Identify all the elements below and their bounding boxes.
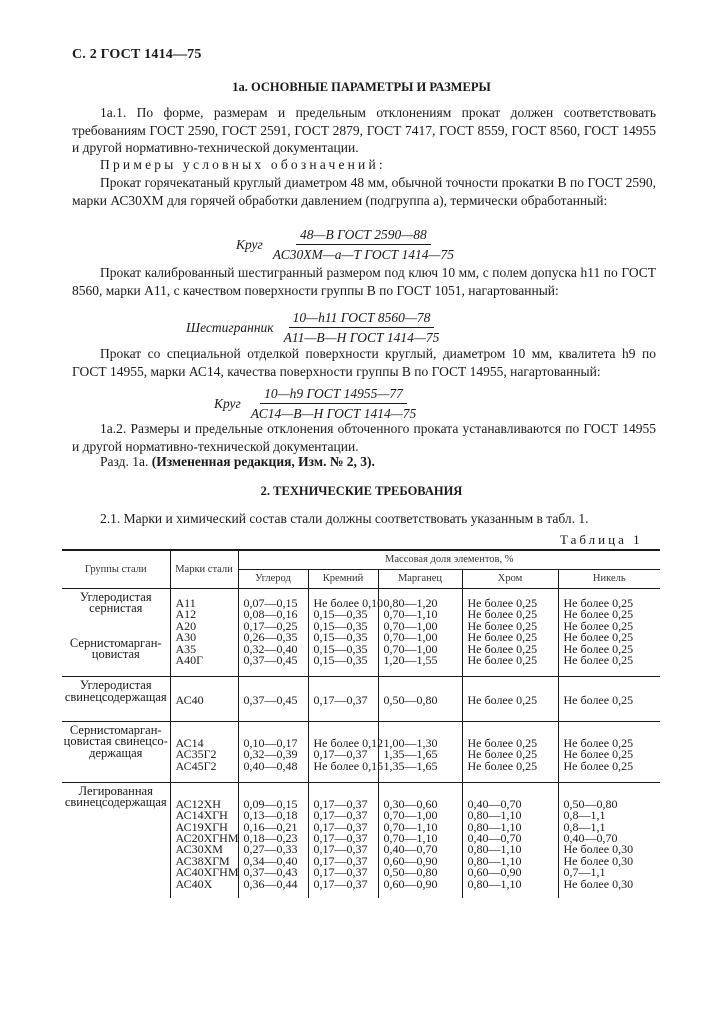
group-name-line: цовистая	[91, 646, 140, 661]
header-grades: Марки стали	[170, 550, 238, 589]
value-line: 0,17—0,37	[313, 842, 368, 857]
value-line: АС38ХГМ	[175, 853, 230, 868]
value-line: А11	[175, 596, 196, 610]
examples-heading: Примеры условных обозначений:	[100, 157, 386, 172]
header-carbon: Углерод	[238, 570, 308, 589]
group-name-cell	[62, 677, 170, 721]
table-group-row	[62, 721, 660, 782]
nickel-cell	[558, 721, 660, 782]
value-line: АС40Х	[175, 876, 213, 891]
value-line: 0,80—1,20	[383, 596, 438, 610]
value-line: 0,37—0,45	[243, 652, 298, 667]
manganese-cell	[378, 721, 462, 782]
value-line: Не более 0,25	[467, 641, 538, 656]
grade-cell	[170, 677, 238, 721]
value-line: 0,09—0,15	[243, 796, 298, 811]
value-line: Не более 0,25	[563, 652, 634, 667]
value-line: 0,80—1,10	[467, 819, 522, 834]
value-line: 0,70—1,00	[383, 630, 438, 645]
group-name-line: Сернистомарган-	[69, 635, 162, 650]
value-line: Не более 0,25	[467, 747, 538, 762]
header-silicon: Кремний	[308, 570, 378, 589]
section-2-title: 2. ТЕХНИЧЕСКИЕ ТРЕБОВАНИЯ	[260, 484, 463, 498]
value-line: Не более 0,10	[313, 596, 384, 610]
value-line: АС12ХН	[175, 796, 221, 811]
value-line: Не более 0,30	[563, 853, 634, 868]
value-line: Не более 0,15	[313, 758, 384, 773]
value-line: 0,70—1,10	[383, 831, 438, 846]
group-name-line: сернистая	[89, 601, 143, 616]
formula-numerator: 48—В ГОСТ 2590—88	[296, 226, 431, 245]
silicon-cell	[308, 589, 384, 677]
value-line: А35	[175, 641, 197, 656]
group-name-line: Углеродистая	[79, 590, 152, 604]
group-name-line	[62, 614, 170, 625]
value-line: Не более 0,25	[563, 607, 634, 622]
silicon-cell	[308, 721, 384, 782]
header-manganese: Марганец	[378, 570, 462, 589]
value-line: Не более 0,25	[563, 735, 634, 750]
value-line: АС45Г2	[175, 758, 217, 773]
group-name-cell	[62, 721, 170, 782]
value-line: 0,07—0,15	[243, 596, 298, 610]
chromium-cell	[462, 721, 558, 782]
value-line: 0,40—0,70	[467, 796, 522, 811]
formula-label: Круг	[214, 395, 241, 411]
value-line: Не более 0,25	[563, 596, 634, 610]
value-line: 0,50—0,80	[383, 693, 438, 708]
value-line: 0,17—0,37	[313, 819, 368, 834]
example-1-text: Прокат горячекатаный круглый диаметром 48 мм, обычной точности прокатки В по ГОСТ 2590, марки АС30ХМ для горячей обработки давлением (подгруппа а), термически обработанный:	[72, 175, 656, 208]
table-caption: Таблица 1	[560, 532, 643, 547]
value-line: 0,17—0,37	[313, 693, 368, 708]
value-line: Не более 0,25	[467, 758, 538, 773]
value-line: Не более 0,25	[563, 693, 634, 708]
amendment-note	[72, 453, 656, 471]
carbon-cell	[238, 677, 308, 721]
value-line: 0,40—0,70	[467, 831, 522, 846]
value-line: 0,37—0,43	[243, 865, 298, 880]
table-group-row	[62, 677, 660, 721]
value-line: 0,15—0,35	[313, 607, 368, 622]
value-line: 0,17—0,37	[313, 747, 368, 762]
value-line: 0,80—1,10	[467, 842, 522, 857]
value-line: 0,60—0,90	[383, 876, 438, 891]
designation-formula-1	[236, 226, 458, 263]
formula-denominator: АС14—В—Н ГОСТ 1414—75	[250, 406, 417, 421]
value-line: Не более 0,25	[563, 641, 634, 656]
table-group-row	[62, 589, 660, 677]
value-line: Не более 0,25	[467, 652, 538, 667]
value-line: Не более 0,25	[467, 618, 538, 633]
chromium-cell	[462, 589, 558, 677]
table-group-row	[62, 782, 660, 898]
value-line: АС14ХГН	[175, 808, 228, 823]
header-nickel: Никель	[558, 570, 660, 589]
value-line: 0,15—0,35	[313, 630, 368, 645]
value-line: АС20ХГНМ	[175, 831, 239, 846]
group-name-line: свинецсодержащая	[64, 689, 167, 704]
value-line: 0,8—1,1	[563, 819, 606, 834]
value-line: 0,80—1,10	[467, 853, 522, 868]
value-line: 0,34—0,40	[243, 853, 298, 868]
value-line: АС14	[175, 735, 204, 750]
value-line: 0,15—0,35	[313, 618, 368, 633]
group-name-cell	[62, 782, 170, 898]
value-line: 0,60—0,90	[467, 865, 522, 880]
manganese-cell	[378, 589, 462, 677]
grade-cell	[170, 721, 238, 782]
value-line: Не более 0,25	[563, 618, 634, 633]
example-2-text: Прокат калиброванный шестигранный размером под ключ 10 мм, с полем допуска h11 по ГОСТ 8560, марки А11, с качеством поверхности группы В по ГОСТ 1051, нагартованный:	[72, 265, 656, 298]
value-line: 0,10—0,17	[243, 735, 298, 750]
carbon-cell	[238, 782, 308, 898]
carbon-cell	[238, 721, 308, 782]
value-line: А40Г	[175, 652, 204, 667]
value-line: 0,70—1,10	[383, 819, 438, 834]
value-line: 0,17—0,37	[313, 853, 368, 868]
value-line: Не более 0,12	[313, 735, 384, 750]
value-line: Не более 0,25	[467, 596, 538, 610]
value-line: АС40	[175, 693, 204, 708]
example-3-text: Прокат со специальной отделкой поверхности круглый, диаметром 10 мм, квалитета h9 по ГОСТ 14955, марки АС14, качества поверхности группы В по ГОСТ 14955, нагартованный:	[72, 346, 656, 379]
value-line: 0,27—0,33	[243, 842, 298, 857]
value-line: 0,15—0,35	[313, 641, 368, 656]
value-line: 0,50—0,80	[383, 865, 438, 880]
value-line: 0,15—0,35	[313, 652, 368, 667]
value-line: 0,32—0,39	[243, 747, 298, 762]
value-line: 0,80—1,10	[467, 808, 522, 823]
formula-denominator: АС30ХМ—а—Т ГОСТ 1414—75	[272, 247, 454, 262]
value-line: А12	[175, 607, 197, 622]
group-name-line: держащая	[89, 745, 143, 760]
group-name-line: цовистая свинецсо-	[63, 734, 168, 749]
value-line: 0,08—0,16	[243, 607, 298, 622]
value-line: 0,17—0,37	[313, 831, 368, 846]
note-bold: (Измененная редакция, Изм. № 2, 3).	[151, 454, 375, 469]
group-name-cell	[62, 589, 170, 677]
silicon-cell	[308, 677, 378, 721]
paragraph-1a1: 1а.1. По форме, размерам и предельным отклонениям прокат должен соответствовать требованиям ГОСТ 2590, ГОСТ 2591, ГОСТ 2879, ГОСТ 7417, ГОСТ 8559, ГОСТ 8560, ГОСТ 14955 и другой нормативно-технической документации.	[72, 105, 656, 155]
formula-numerator: 10—h11 ГОСТ 8560—78	[289, 309, 435, 328]
value-line: 0,80—1,10	[467, 876, 522, 891]
group-name-line	[62, 625, 170, 636]
value-line: 0,70—1,00	[383, 808, 438, 823]
formula-label: Круг	[236, 236, 263, 252]
value-line: 1,35—1,65	[383, 747, 438, 762]
nickel-cell	[558, 677, 660, 721]
carbon-cell	[238, 589, 308, 677]
section-1a-title: 1а. ОСНОВНЫЕ ПАРАМЕТРЫ И РАЗМЕРЫ	[232, 80, 491, 94]
chromium-cell	[462, 782, 558, 898]
value-line: Не более 0,30	[563, 842, 634, 857]
nickel-cell	[558, 782, 660, 898]
value-line: 0,70—1,00	[383, 618, 438, 633]
formula-label: Шестигранник	[186, 319, 274, 335]
value-line: 0,26—0,35	[243, 630, 298, 645]
value-line: Не более 0,25	[563, 630, 634, 645]
value-line: 0,60—0,90	[383, 853, 438, 868]
value-line: АС19ХГН	[175, 819, 228, 834]
value-line: 0,16—0,21	[243, 819, 298, 834]
value-line: 0,70—1,00	[383, 641, 438, 656]
value-line: Не более 0,25	[467, 607, 538, 622]
value-line: 0,32—0,40	[243, 641, 298, 656]
page-header: С. 2 ГОСТ 1414—75	[72, 47, 202, 62]
group-name-line: Сернистомарган-	[69, 722, 162, 737]
value-line: 1,35—1,65	[383, 758, 438, 773]
value-line: 0,40—0,70	[383, 842, 438, 857]
value-line: 0,8—1,1	[563, 808, 606, 823]
value-line: 0,40—0,70	[563, 831, 618, 846]
value-line: АС30ХМ	[175, 842, 223, 857]
grade-cell	[170, 589, 238, 677]
value-line: Не более 0,25	[467, 693, 538, 708]
value-line: Не более 0,25	[467, 630, 538, 645]
grade-cell	[170, 782, 238, 898]
group-name-line: свинецсодержащая	[64, 795, 167, 810]
value-line: Не более 0,25	[467, 735, 538, 750]
header-chromium: Хром	[462, 570, 558, 589]
value-line: 0,17—0,37	[313, 865, 368, 880]
value-line: 0,17—0,37	[313, 808, 368, 823]
value-line: 0,17—0,37	[313, 876, 368, 891]
group-name-line: Легированная	[78, 783, 153, 798]
manganese-cell	[378, 782, 462, 898]
nickel-cell	[558, 589, 660, 677]
header-groups: Группы стали	[62, 550, 170, 589]
value-line: 0,50—0,80	[563, 796, 618, 811]
value-line: Не более 0,25	[563, 758, 634, 773]
manganese-cell	[378, 677, 462, 721]
value-line: 0,17—0,37	[313, 796, 368, 811]
silicon-cell	[308, 782, 378, 898]
paragraph-1a2: 1а.2. Размеры и предельные отклонения обточенного проката устанавливаются по ГОСТ 14955 и другой нормативно-технической документации.	[72, 421, 656, 454]
group-name-line: Углеродистая	[79, 678, 152, 693]
value-line: 0,7—1,1	[563, 865, 606, 880]
value-line: А30	[175, 630, 197, 645]
value-line: Не более 0,30	[563, 876, 634, 891]
note-prefix: Разд. 1а.	[100, 454, 152, 469]
value-line: 1,00—1,30	[383, 735, 438, 750]
header-elements: Массовая доля элементов, %	[238, 550, 660, 570]
value-line: Не более 0,25	[563, 747, 634, 762]
chromium-cell	[462, 677, 558, 721]
value-line: 0,17—0,25	[243, 618, 298, 633]
designation-formula-2	[186, 309, 443, 346]
value-line: 0,40—0,48	[243, 758, 298, 773]
value-line: 0,18—0,23	[243, 831, 298, 846]
value-line: 0,37—0,45	[243, 693, 298, 708]
value-line: АС40ХГНМ	[175, 865, 239, 880]
value-line: 0,70—1,10	[383, 607, 438, 622]
value-line: 1,20—1,55	[383, 652, 438, 667]
designation-formula-3	[214, 385, 420, 422]
value-line: 0,36—0,44	[243, 876, 298, 891]
value-line: А20	[175, 618, 197, 633]
steel-composition-table	[62, 549, 660, 898]
value-line: АС35Г2	[175, 747, 217, 762]
value-line: 0,13—0,18	[243, 808, 298, 823]
formula-denominator: А11—В—Н ГОСТ 1414—75	[283, 330, 440, 345]
formula-numerator: 10—h9 ГОСТ 14955—77	[260, 385, 407, 404]
paragraph-2-1: 2.1. Марки и химический состав стали должны соответствовать указанным в табл. 1.	[100, 511, 589, 526]
value-line: 0,30—0,60	[383, 796, 438, 811]
